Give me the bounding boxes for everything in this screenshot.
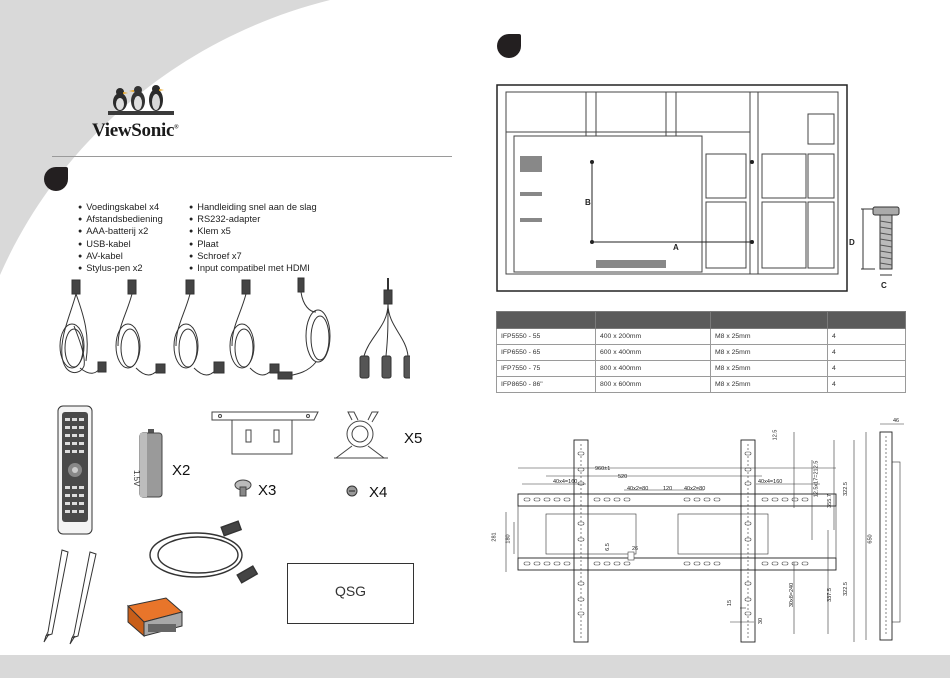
table-cell: M8 x 25mm: [711, 345, 828, 361]
wall-bracket-drawing: [491, 412, 914, 648]
bottom-band: [0, 655, 950, 678]
screw-icon: [232, 478, 254, 498]
table-cell: 4: [828, 377, 906, 393]
stylus-pens-icon: [42, 546, 114, 646]
section-divider: [52, 156, 452, 157]
battery-icon: [137, 427, 165, 499]
dim-322-top: 322.5: [842, 482, 849, 496]
power-cable-icon: [116, 280, 165, 375]
qsg-label: QSG: [334, 583, 367, 599]
dimension-label-a: A: [673, 243, 679, 252]
small-screw-icon: [345, 484, 359, 498]
table-cell: IFP5550 - 55: [497, 329, 596, 345]
dim-6-5: 6.5: [604, 543, 611, 551]
battery-voltage-label: 1.5V: [132, 470, 141, 487]
list-item: ● Stylus-pen x2: [78, 263, 163, 275]
power-cables-illustration: [50, 276, 410, 396]
wall-mount-spec-table: [496, 311, 906, 393]
dim-slot-mid-right: 40x2=80: [684, 486, 706, 492]
list-item: ● Schroef x7: [189, 251, 317, 263]
table-cell: 4: [828, 361, 906, 377]
screw-quantity: X3: [258, 482, 277, 499]
mounting-plate-icon: [208, 408, 323, 458]
dim-337: 337.5: [826, 588, 833, 602]
list-item: ● Klem x5: [189, 226, 317, 238]
table-cell: IFP8650 - 86": [497, 377, 596, 393]
table-cell: M8 x 25mm: [711, 377, 828, 393]
dim-281: 281: [491, 532, 498, 542]
table-header-cell: [596, 312, 711, 329]
list-item: ● Handleiding snel aan de slag: [189, 202, 317, 214]
brand-logo-text: ViewSonic®: [92, 120, 179, 141]
table-cell: 600 x 400mm: [596, 345, 711, 361]
table-cell: IFP6550 - 65: [497, 345, 596, 361]
table-row: [497, 361, 906, 377]
dimension-label-b: B: [585, 198, 591, 207]
battery-quantity: X2: [172, 462, 191, 479]
dim-30x8: 30x8=240: [789, 582, 796, 608]
av-cable-icon: [360, 278, 410, 378]
list-item: ● AV-kabel: [78, 251, 163, 263]
table-row: [497, 377, 906, 393]
dim-15: 15: [727, 599, 734, 607]
list-item: ● Input compatibel met HDMI: [189, 263, 317, 275]
table-cell: IFP7550 - 75: [497, 361, 596, 377]
dim-322-bottom: 322.5: [842, 582, 849, 596]
dim-355: 355.7: [826, 494, 833, 508]
list-item: ● Plaat: [189, 239, 317, 251]
table-header-row: [497, 312, 906, 329]
table-cell: 400 x 200mm: [596, 329, 711, 345]
section-bullet-mounting: [497, 34, 521, 58]
remote-control-icon: [56, 404, 94, 536]
dim-46: 46: [893, 418, 900, 424]
table-header-cell: [497, 312, 596, 329]
dim-26: 26: [632, 546, 639, 552]
quick-start-guide-box: [287, 563, 414, 624]
contents-list-left: [78, 202, 163, 275]
dim-30: 30: [758, 617, 765, 625]
power-cable-icon: [60, 280, 106, 373]
table-row: [497, 345, 906, 361]
table-cell: M8 x 25mm: [711, 329, 828, 345]
viewsonic-birds-logo: [108, 84, 174, 120]
dim-width-inner: 520: [618, 474, 628, 480]
dim-12-5: 12.5: [772, 429, 779, 441]
usb-cable-icon: [278, 278, 330, 379]
power-cable-icon: [174, 280, 224, 375]
list-item: ● Afstandsbediening: [78, 214, 163, 226]
display-rear-diagram: [496, 84, 848, 292]
dim-180: 180: [505, 534, 512, 544]
table-cell: 4: [828, 329, 906, 345]
table-cell: 4: [828, 345, 906, 361]
table-row: [497, 329, 906, 345]
dimension-label-d: D: [849, 238, 855, 247]
dim-slot-right: 40x4=160: [758, 479, 783, 485]
section-bullet-contents: [44, 167, 68, 191]
cable-clamp-icon: [332, 410, 400, 462]
rs232-adapter-icon: [122, 592, 188, 642]
dim-slot-center: 120: [663, 486, 673, 492]
table-header-cell: [828, 312, 906, 329]
list-item: ● RS232-adapter: [189, 214, 317, 226]
power-cable-icon: [230, 280, 279, 375]
list-item: ● USB-kabel: [78, 239, 163, 251]
dim-slot-mid-left: 40x2=80: [627, 486, 649, 492]
table-cell: 800 x 600mm: [596, 377, 711, 393]
small-screw-quantity: X4: [369, 484, 388, 501]
table-cell: 800 x 400mm: [596, 361, 711, 377]
dimension-label-c: C: [881, 281, 887, 290]
clamp-quantity: X5: [404, 430, 423, 447]
mounting-screw-detail: [855, 205, 901, 283]
table-cell: M8 x 25mm: [711, 361, 828, 377]
list-item: ● Voedingskabel x4: [78, 202, 163, 214]
contents-list-right: [189, 202, 317, 275]
list-item: ● AAA-batterij x2: [78, 226, 163, 238]
table-header-cell: [711, 312, 828, 329]
dim-width-top: 960±1: [595, 466, 611, 472]
dim-vert-stack: 12.5x17=212.5: [813, 460, 820, 498]
dim-slot-left: 40x4=160: [553, 479, 578, 485]
dim-650: 650: [867, 534, 874, 544]
hdmi-cable-icon: [146, 520, 266, 590]
